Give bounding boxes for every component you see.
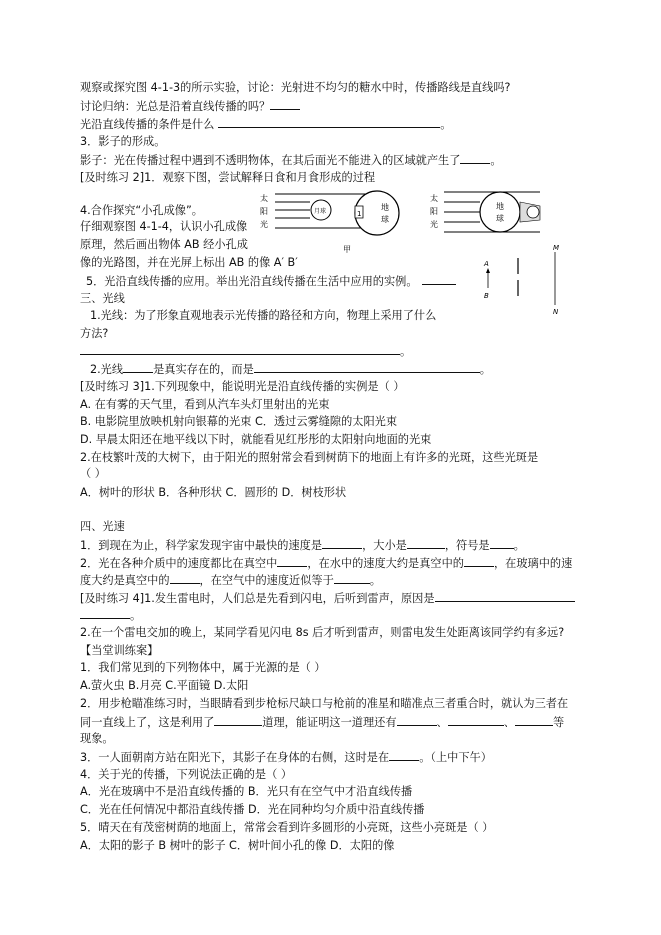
text-line-22: （ ） bbox=[80, 467, 106, 480]
text-line-25: 1．到现在为止，科学家发现宇宙中最快的速度是 ，大小是 ，符号是 。 bbox=[80, 539, 525, 552]
text-line-28: [及时练习 4]1.发生雷电时，人们总是先看到闪电，后听到雷声，原因是 bbox=[80, 590, 575, 606]
svg-text:地: 地 bbox=[381, 203, 389, 212]
svg-text:球: 球 bbox=[496, 214, 504, 223]
text-line-9: 原理，然后画出物体 AB 经小孔成 bbox=[80, 238, 248, 251]
text-line-41: 5．晴天在有茂密树荫的地面上，常常会看到许多圆形的小亮斑，这些小亮斑是（ ） bbox=[80, 821, 494, 834]
text-line-33: A.萤火虫 B.月亮 C.平面镜 D.太阳 bbox=[80, 679, 249, 692]
text-line-27: 度大约是真空中的 ，在空气中的速度近似等于 。 bbox=[80, 574, 381, 587]
text-line-2: 讨论归纳：光总是沿着直线传播的吗？ bbox=[80, 98, 300, 114]
text-line-11: 5．光沿直线传播的应用。举出光沿直线传播在生活中应用的实例。 bbox=[86, 273, 456, 289]
text-line-4: 3．影子的形成。 bbox=[80, 135, 166, 148]
text-line-36: 现象。 bbox=[80, 732, 114, 745]
text-line-40: C．光在任何情况中都沿直线传播 D．光在同种均匀介质中沿直线传播 bbox=[80, 803, 425, 816]
section-4-heading: 四、光速 bbox=[80, 520, 125, 533]
svg-text:B: B bbox=[484, 292, 489, 300]
text-line-23: A．树叶的形状 B．各种形状 C．圆形的 D．树枝形状 bbox=[80, 486, 347, 499]
text-line-34: 2．用步枪瞄准练习时，当眼睛看到步枪标尺缺口与枪前的准星和瞄准点三者重合时，就认为三者在 bbox=[80, 697, 569, 710]
text-line-39: A．光在玻璃中不是沿直线传播的 B．光只有在空气中才沿直线传播 bbox=[80, 785, 413, 798]
text-line-35: 同一直线上了，这是利用了 道理，能证明这一道理还有 、 、 等 bbox=[80, 716, 565, 729]
text-line-6: [及时练习 2]1．观察下图，尝试解释日食和月食形成的过程 bbox=[80, 171, 376, 184]
svg-text:光: 光 bbox=[260, 220, 268, 229]
practice-heading: 【当堂训练案】 bbox=[80, 644, 159, 657]
text-line-13: 1.光线：为了形象直观地表示光传播的路径和方向，物理上采用了什么 bbox=[90, 309, 437, 322]
svg-text:地: 地 bbox=[496, 202, 504, 211]
text-line-29: 。 bbox=[80, 607, 141, 623]
svg-text:M: M bbox=[553, 244, 560, 252]
text-line-15: 。 bbox=[80, 343, 411, 359]
text-line-21: 2.在枝繁叶茂的大树下，由于阳光的照射常会看到树荫下的地面上有许多的光斑，这些光斑是 bbox=[80, 451, 539, 464]
text-line-42: A．太阳的影子 B 树叶的影子 C．树叶间小孔的像 D．太阳的像 bbox=[80, 839, 395, 852]
text-line-7: 4.合作探究“小孔成像”。 bbox=[80, 204, 203, 217]
text-line-19: B. 电影院里放映机射向银幕的光束 C．透过云雾缝隙的太阳光束 bbox=[80, 415, 398, 428]
text-line-18: A. 在有雾的天气里，看到从汽车头灯里射出的光束 bbox=[80, 398, 330, 411]
svg-text:阳: 阳 bbox=[430, 207, 438, 216]
svg-text:太: 太 bbox=[260, 194, 268, 203]
svg-text:A: A bbox=[484, 260, 489, 268]
svg-text:N: N bbox=[553, 308, 559, 315]
text-line-37: 3．一人面朝南方站在阳光下，其影子在身体的右侧，这时是在 。（上中下午） bbox=[80, 751, 492, 764]
pinhole-figure bbox=[478, 240, 568, 315]
text-line-32: 1．我们常见到的下列物体中，属于光源的是（ ） bbox=[80, 661, 326, 674]
solar-eclipse-diagram bbox=[260, 191, 399, 254]
text-line-30: 2.在一个雷电交加的晚上，某同学看见闪电 8s 后才听到雷声，则雷电发生处距离该同学约有多远? bbox=[80, 626, 565, 639]
svg-text:月球: 月球 bbox=[314, 208, 327, 215]
text-line-1: 观察或探究图 4-1-3的所示实验，讨论：光射进不均匀的糖水中时，传播路线是直线吗? bbox=[80, 81, 511, 94]
text-line-17: [及时练习 3]1.下列现象中，能说明光是沿直线传播的实例是（ ） bbox=[80, 380, 405, 393]
text-line-3: 光沿直线传播的条件是什么 。 bbox=[80, 118, 452, 131]
svg-text:球: 球 bbox=[381, 215, 389, 224]
svg-text:甲: 甲 bbox=[343, 245, 351, 254]
svg-text:太: 太 bbox=[430, 194, 438, 203]
svg-text:光: 光 bbox=[430, 220, 438, 229]
text-line-14: 方法? bbox=[80, 327, 109, 340]
text-line-16: 2.光线 是真实存在的，而是 。 bbox=[90, 363, 491, 376]
svg-text:阳: 阳 bbox=[260, 207, 268, 216]
text-line-20: D. 早晨太阳还在地平线以下时，就能看见红彤彤的太阳射向地面的光束 bbox=[80, 433, 432, 446]
text-line-8: 仔细观察图 4-1-4，认识小孔成像 bbox=[80, 220, 248, 233]
text-line-5: 影子：光在传播过程中遇到不透明物体，在其后面光不能进入的区域就产生了 。 bbox=[80, 154, 502, 167]
svg-text:1: 1 bbox=[357, 210, 362, 218]
text-line-10: 像的光路图，并在光屏上标出 AB 的像 A′ B′ bbox=[80, 256, 298, 269]
text-line-26: 2．光在各种介质中的速度都比在真空中 ，在水中的速度大约是真空中的 ，在玻璃中的速 bbox=[80, 557, 573, 570]
lunar-eclipse-diagram bbox=[430, 192, 540, 232]
section-3-heading: 三、光线 bbox=[80, 292, 125, 305]
text-line-38: 4．关于光的传播，下列说法正确的是（ ） bbox=[80, 768, 293, 781]
